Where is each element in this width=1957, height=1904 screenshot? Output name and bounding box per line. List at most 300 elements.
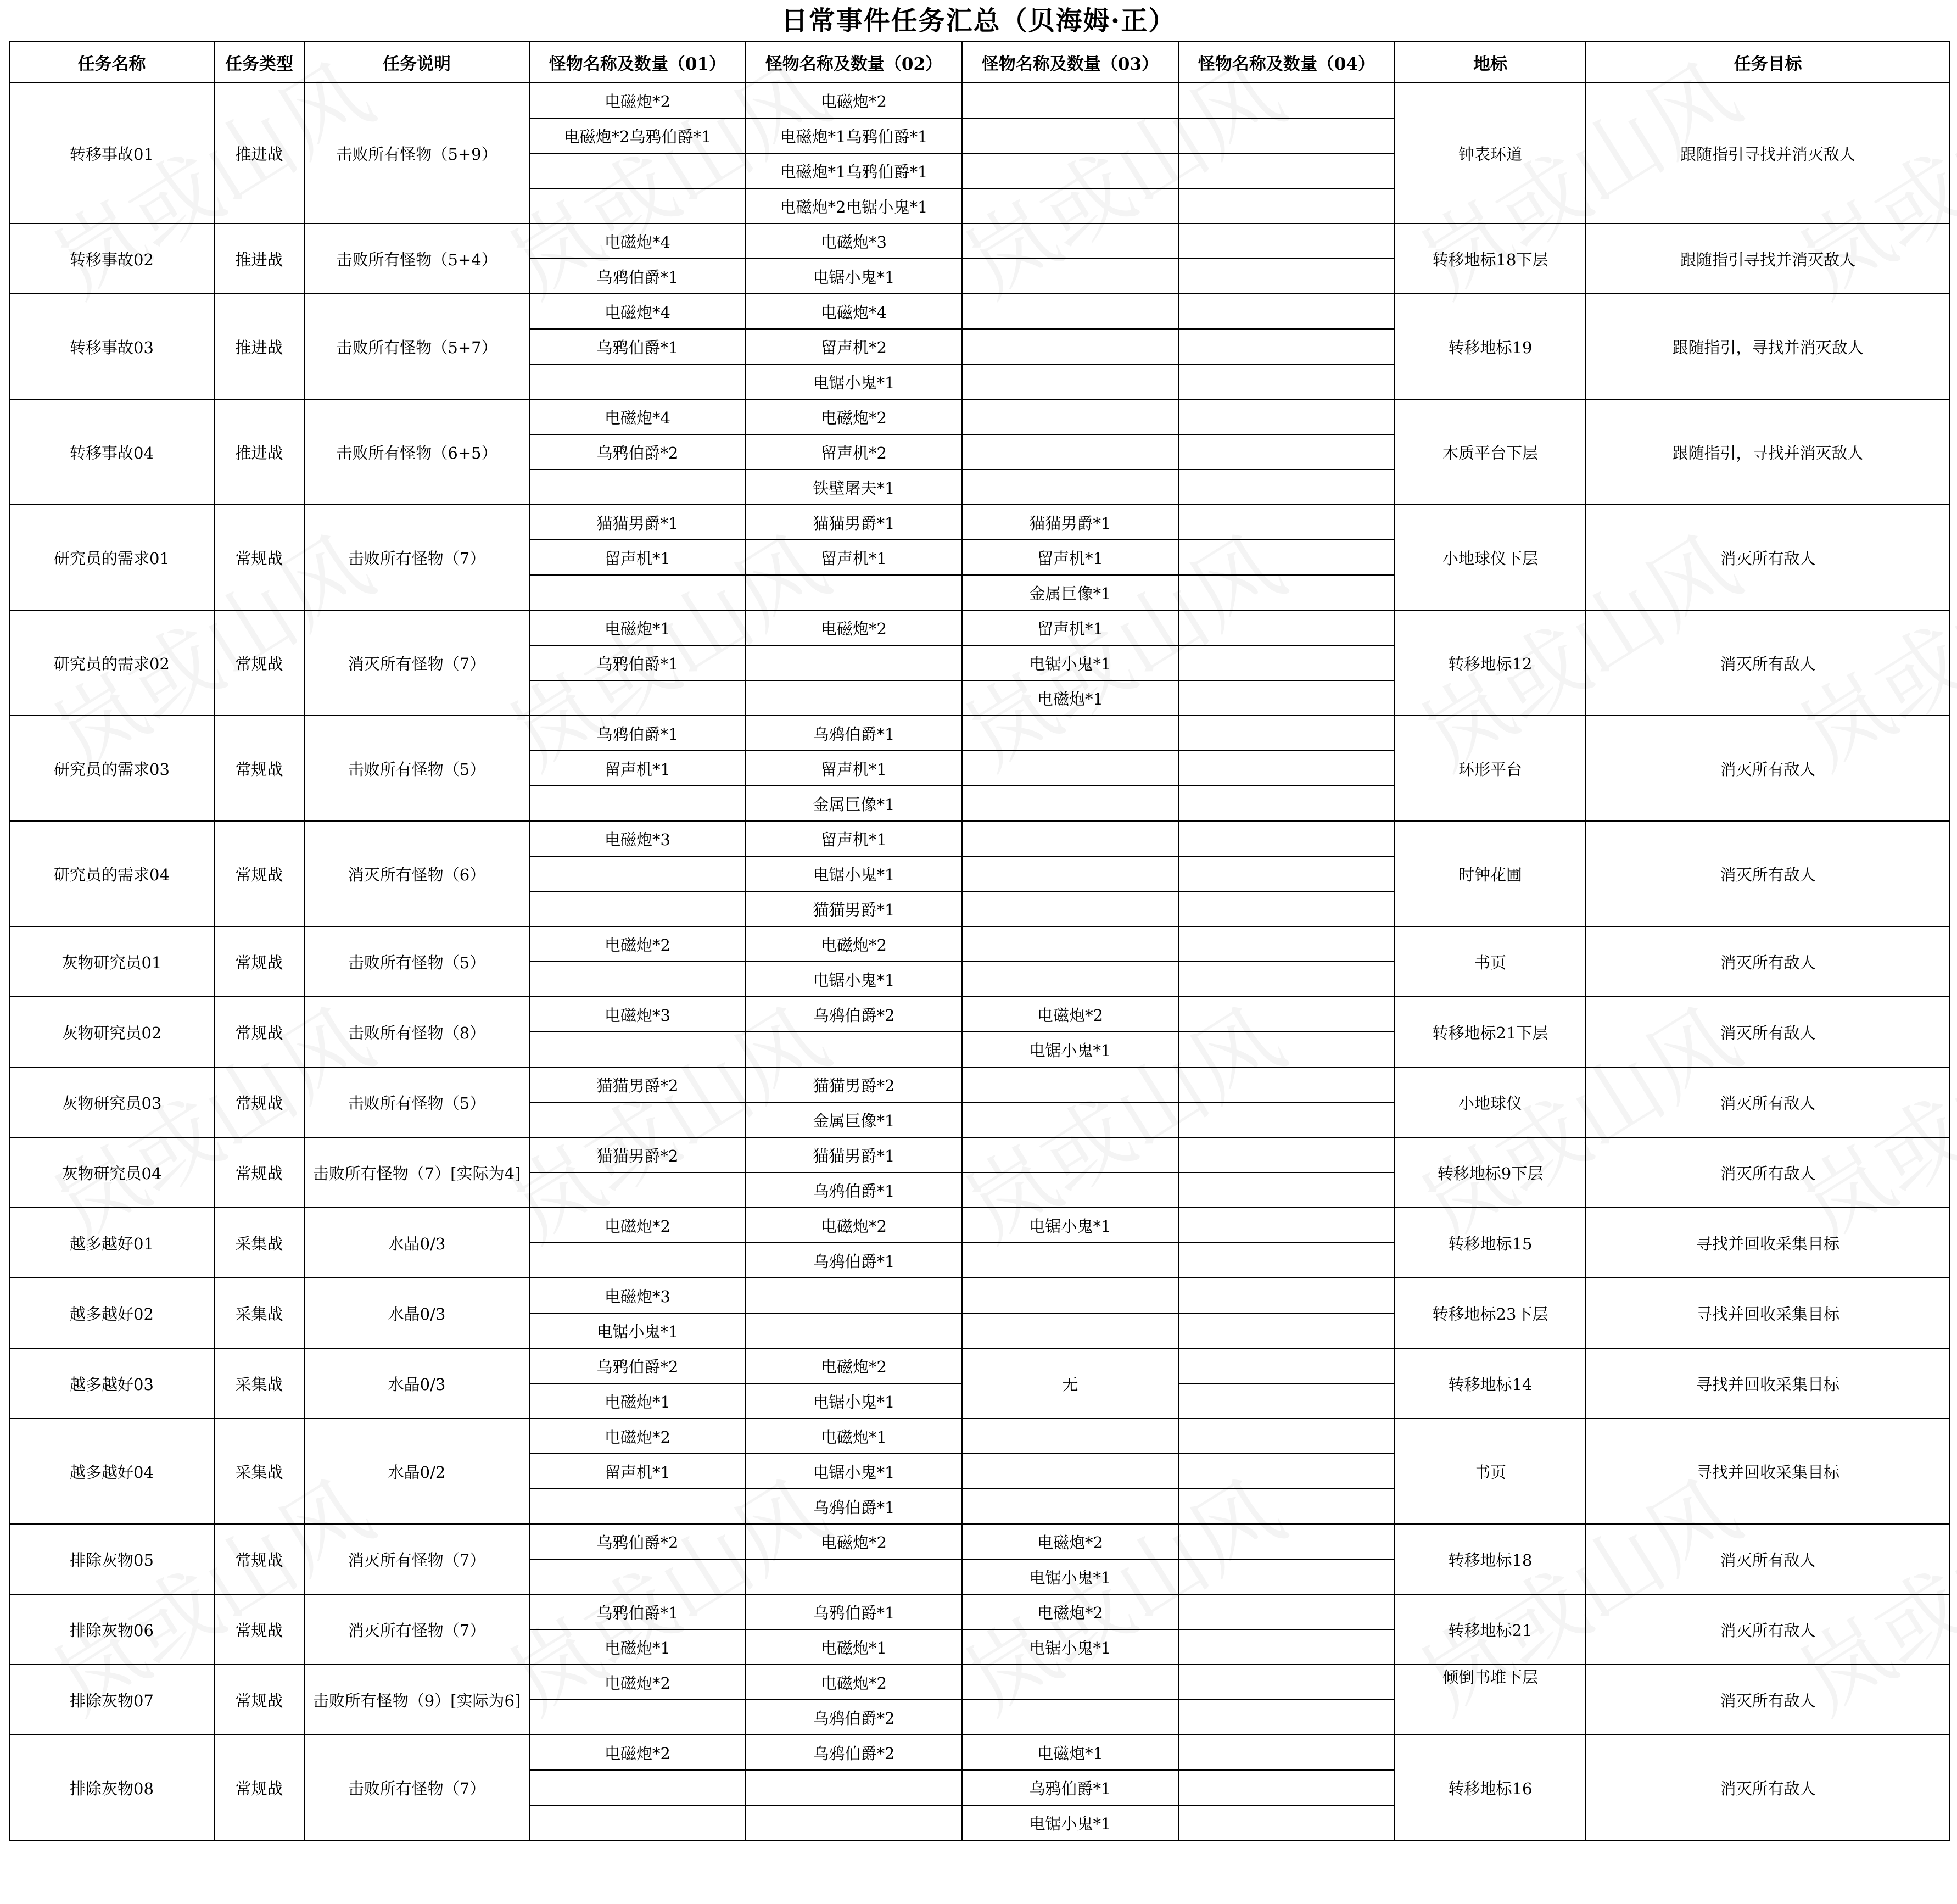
monster-cell-3: 猫猫男爵*1	[962, 505, 1178, 540]
monster-cell-1	[529, 153, 746, 188]
monster-cell-2: 乌鸦伯爵*2	[746, 1700, 962, 1735]
landmark-cell: 转移地标14	[1395, 1348, 1586, 1419]
monster-cell-4	[1178, 1172, 1395, 1208]
monster-cell-3	[962, 786, 1178, 821]
monster-cell-4	[1178, 434, 1395, 470]
monster-cell-1	[529, 786, 746, 821]
landmark-cell: 小地球仪下层	[1395, 505, 1586, 610]
monster-cell-1	[529, 1032, 746, 1067]
monster-cell-3	[962, 1172, 1178, 1208]
monster-cell-4	[1178, 1559, 1395, 1594]
table-row	[9, 997, 1950, 1032]
landmark-cell: 转移地标18	[1395, 1524, 1586, 1594]
monster-cell-1	[529, 891, 746, 926]
goal-cell: 寻找并回收采集目标	[1586, 1419, 1950, 1524]
monster-cell-4	[1178, 716, 1395, 751]
monster-cell-3	[962, 1313, 1178, 1348]
monster-cell-1: 电磁炮*1	[529, 1629, 746, 1665]
task-type-cell: 常规战	[214, 505, 304, 610]
monster-cell-2	[746, 1805, 962, 1840]
monster-cell-2: 电磁炮*2	[746, 1524, 962, 1559]
task-desc-cell: 击败所有怪物（5+9）	[304, 83, 529, 224]
goal-cell: 消灭所有敌人	[1586, 1524, 1950, 1594]
task-name-cell: 转移事故01	[9, 83, 214, 224]
monster-cell-2: 电磁炮*4	[746, 294, 962, 329]
monster-cell-1	[529, 1489, 746, 1524]
monster-cell-3	[962, 224, 1178, 259]
table-row	[9, 926, 1950, 962]
table-row	[9, 399, 1950, 434]
goal-cell: 跟随指引寻找并消灭敌人	[1586, 224, 1950, 294]
monster-cell-1: 电磁炮*2	[529, 1665, 746, 1700]
monster-cell-4	[1178, 294, 1395, 329]
monster-cell-2: 乌鸦伯爵*2	[746, 1735, 962, 1770]
monster-cell-3	[962, 1419, 1178, 1454]
monster-cell-4	[1178, 891, 1395, 926]
landmark-cell: 书页	[1395, 926, 1586, 997]
monster-cell-3	[962, 891, 1178, 926]
monster-cell-3: 电磁炮*1	[962, 1735, 1178, 1770]
goal-cell: 消灭所有敌人	[1586, 505, 1950, 610]
header-monster-01: 怪物名称及数量（01）	[529, 41, 746, 83]
monster-cell-2: 电磁炮*2	[746, 399, 962, 434]
landmark-cell: 转移地标9下层	[1395, 1137, 1586, 1208]
task-type-cell: 采集战	[214, 1208, 304, 1278]
monster-cell-3: 留声机*1	[962, 540, 1178, 575]
task-type-cell: 采集战	[214, 1419, 304, 1524]
monster-cell-4	[1178, 259, 1395, 294]
table-row	[9, 1524, 1950, 1559]
monster-cell-1	[529, 1102, 746, 1137]
monster-cell-4	[1178, 926, 1395, 962]
monster-cell-2: 留声机*2	[746, 434, 962, 470]
task-desc-cell: 击败所有怪物（5）	[304, 926, 529, 997]
monster-cell-3: 电锯小鬼*1	[962, 1805, 1178, 1840]
monster-cell-2	[746, 1032, 962, 1067]
monster-cell-2: 猫猫男爵*1	[746, 1137, 962, 1172]
task-type-cell: 常规战	[214, 716, 304, 821]
header-task-desc: 任务说明	[304, 41, 529, 83]
monster-cell-1: 电锯小鬼*1	[529, 1313, 746, 1348]
landmark-cell: 转移地标18下层	[1395, 224, 1586, 294]
goal-cell: 消灭所有敌人	[1586, 997, 1950, 1067]
monster-cell-3	[962, 856, 1178, 891]
monster-cell-4	[1178, 751, 1395, 786]
monster-cell-2	[746, 1559, 962, 1594]
task-desc-cell: 击败所有怪物（5）	[304, 1067, 529, 1137]
monster-cell-1	[529, 470, 746, 505]
monster-cell-2: 电锯小鬼*1	[746, 259, 962, 294]
monster-cell-4	[1178, 188, 1395, 224]
monster-cell-2: 乌鸦伯爵*1	[746, 1243, 962, 1278]
table-row	[9, 1665, 1950, 1700]
monster-cell-2	[746, 1278, 962, 1313]
header-monster-04: 怪物名称及数量（04）	[1178, 41, 1395, 83]
monster-cell-3	[962, 1067, 1178, 1102]
task-type-cell: 常规战	[214, 1524, 304, 1594]
task-desc-cell: 水晶0/3	[304, 1208, 529, 1278]
monster-cell-3	[962, 364, 1178, 399]
monster-cell-4	[1178, 1243, 1395, 1278]
monster-cell-4	[1178, 1137, 1395, 1172]
monster-cell-1: 电磁炮*2乌鸦伯爵*1	[529, 118, 746, 153]
landmark-cell: 转移地标15	[1395, 1208, 1586, 1278]
monster-cell-4	[1178, 505, 1395, 540]
monster-cell-4	[1178, 1700, 1395, 1735]
monster-cell-3	[962, 1278, 1178, 1313]
monster-cell-3: 电锯小鬼*1	[962, 1208, 1178, 1243]
task-desc-cell: 水晶0/3	[304, 1278, 529, 1348]
table-row	[9, 1348, 1950, 1383]
task-desc-cell: 击败所有怪物（7）[实际为4]	[304, 1137, 529, 1208]
monster-cell-2: 电磁炮*1乌鸦伯爵*1	[746, 153, 962, 188]
monster-cell-1: 猫猫男爵*2	[529, 1067, 746, 1102]
monster-cell-4	[1178, 1067, 1395, 1102]
landmark-cell: 转移地标21下层	[1395, 997, 1586, 1067]
monster-cell-3	[962, 716, 1178, 751]
header-monster-03: 怪物名称及数量（03）	[962, 41, 1178, 83]
task-type-cell: 常规战	[214, 1137, 304, 1208]
header-monster-02: 怪物名称及数量（02）	[746, 41, 962, 83]
monster-cell-2: 电磁炮*2	[746, 1348, 962, 1383]
landmark-cell: 小地球仪	[1395, 1067, 1586, 1137]
task-desc-cell: 水晶0/2	[304, 1419, 529, 1524]
monster-cell-4	[1178, 1594, 1395, 1629]
monster-cell-3: 电磁炮*1	[962, 680, 1178, 716]
monster-cell-1: 电磁炮*2	[529, 926, 746, 962]
task-desc-cell: 击败所有怪物（7）	[304, 505, 529, 610]
task-name-cell: 转移事故04	[9, 399, 214, 505]
monster-cell-1	[529, 1700, 746, 1735]
sheet-title: 日常事件任务汇总（贝海姆·正）	[781, 5, 1176, 36]
landmark-cell: 转移地标19	[1395, 294, 1586, 399]
monster-cell-2: 电磁炮*3	[746, 224, 962, 259]
monster-cell-3	[962, 399, 1178, 434]
monster-cell-2: 电磁炮*1	[746, 1419, 962, 1454]
monster-cell-2: 电锯小鬼*1	[746, 1383, 962, 1419]
task-name-cell: 越多越好04	[9, 1419, 214, 1524]
task-name-cell: 研究员的需求04	[9, 821, 214, 926]
monster-cell-2: 电磁炮*1	[746, 1629, 962, 1665]
task-name-cell: 灰物研究员03	[9, 1067, 214, 1137]
task-name-cell: 排除灰物06	[9, 1594, 214, 1665]
monster-cell-2: 电锯小鬼*1	[746, 1454, 962, 1489]
monster-cell-1: 乌鸦伯爵*1	[529, 259, 746, 294]
monster-cell-2: 电磁炮*2	[746, 926, 962, 962]
task-type-cell: 推进战	[214, 224, 304, 294]
monster-cell-2: 电磁炮*2	[746, 83, 962, 118]
monster-cell-1: 电磁炮*2	[529, 1208, 746, 1243]
task-type-cell: 常规战	[214, 1735, 304, 1840]
monster-cell-1	[529, 364, 746, 399]
task-body	[9, 83, 1950, 1840]
task-type-cell: 常规战	[214, 610, 304, 716]
task-type-cell: 推进战	[214, 294, 304, 399]
monster-cell-3: 乌鸦伯爵*1	[962, 1770, 1178, 1805]
monster-cell-4	[1178, 224, 1395, 259]
monster-cell-1	[529, 962, 746, 997]
monster-cell-2: 乌鸦伯爵*2	[746, 997, 962, 1032]
goal-cell: 消灭所有敌人	[1586, 1067, 1950, 1137]
monster-cell-2: 电磁炮*2	[746, 1665, 962, 1700]
monster-cell-4	[1178, 680, 1395, 716]
landmark-cell: 转移地标12	[1395, 610, 1586, 716]
task-name-cell: 研究员的需求02	[9, 610, 214, 716]
monster-cell-1: 电磁炮*4	[529, 224, 746, 259]
goal-cell: 消灭所有敌人	[1586, 821, 1950, 926]
table-row	[9, 83, 1950, 118]
task-desc-cell: 击败所有怪物（8）	[304, 997, 529, 1067]
monster-cell-2	[746, 645, 962, 680]
monster-cell-4	[1178, 645, 1395, 680]
monster-cell-2: 乌鸦伯爵*1	[746, 1172, 962, 1208]
task-type-cell: 推进战	[214, 399, 304, 505]
monster-cell-4	[1178, 575, 1395, 610]
monster-cell-4	[1178, 83, 1395, 118]
monster-cell-3	[962, 294, 1178, 329]
monster-cell-3	[962, 259, 1178, 294]
monster-cell-2: 猫猫男爵*1	[746, 505, 962, 540]
monster-cell-3	[962, 962, 1178, 997]
monster-cell-1: 电磁炮*2	[529, 1419, 746, 1454]
monster-cell-4	[1178, 1770, 1395, 1805]
monster-cell-3: 金属巨像*1	[962, 575, 1178, 610]
table-row	[9, 1594, 1950, 1629]
monster-cell-3	[962, 926, 1178, 962]
monster-cell-2	[746, 1770, 962, 1805]
table-row	[9, 610, 1950, 645]
task-type-cell: 常规战	[214, 926, 304, 997]
monster-cell-4	[1178, 962, 1395, 997]
landmark-cell: 转移地标21	[1395, 1594, 1586, 1665]
monster-cell-3: 电磁炮*2	[962, 1524, 1178, 1559]
monster-cell-1: 留声机*1	[529, 540, 746, 575]
monster-cell-2: 金属巨像*1	[746, 786, 962, 821]
monster-cell-2	[746, 575, 962, 610]
monster-cell-1: 猫猫男爵*1	[529, 505, 746, 540]
landmark-cell: 转移地标16	[1395, 1735, 1586, 1840]
monster-cell-2: 电磁炮*1乌鸦伯爵*1	[746, 118, 962, 153]
goal-cell: 寻找并回收采集目标	[1586, 1348, 1950, 1419]
task-desc-cell: 击败所有怪物（5+7）	[304, 294, 529, 399]
monster-cell-1: 电磁炮*3	[529, 821, 746, 856]
goal-cell: 消灭所有敌人	[1586, 1665, 1950, 1735]
monster-cell-4	[1178, 1524, 1395, 1559]
task-name-cell: 研究员的需求01	[9, 505, 214, 610]
landmark-cell: 环形平台	[1395, 716, 1586, 821]
task-type-cell: 常规战	[214, 997, 304, 1067]
monster-cell-4	[1178, 1383, 1395, 1419]
monster-cell-4	[1178, 856, 1395, 891]
monster-cell-4	[1178, 1489, 1395, 1524]
task-name-cell: 灰物研究员01	[9, 926, 214, 997]
monster-cell-3	[962, 1489, 1178, 1524]
task-type-cell: 采集战	[214, 1348, 304, 1419]
monster-cell-3: 电磁炮*2	[962, 1594, 1178, 1629]
monster-cell-1: 电磁炮*4	[529, 294, 746, 329]
monster-cell-4	[1178, 540, 1395, 575]
goal-cell: 消灭所有敌人	[1586, 1137, 1950, 1208]
goal-cell: 寻找并回收采集目标	[1586, 1208, 1950, 1278]
monster-cell-3	[962, 1102, 1178, 1137]
monster-cell-2: 电锯小鬼*1	[746, 856, 962, 891]
monster-cell-4	[1178, 153, 1395, 188]
task-type-cell: 常规战	[214, 1067, 304, 1137]
task-table	[9, 41, 1950, 1841]
monster-cell-3	[962, 83, 1178, 118]
task-desc-cell: 消灭所有怪物（7）	[304, 1594, 529, 1665]
task-name-cell: 排除灰物08	[9, 1735, 214, 1840]
goal-cell: 消灭所有敌人	[1586, 1735, 1950, 1840]
monster-cell-1: 乌鸦伯爵*1	[529, 329, 746, 364]
task-name-cell: 排除灰物07	[9, 1665, 214, 1735]
monster-cell-4	[1178, 1032, 1395, 1067]
table-row	[9, 1735, 1950, 1770]
monster-cell-3	[962, 329, 1178, 364]
monster-cell-2	[746, 680, 962, 716]
monster-cell-4	[1178, 470, 1395, 505]
task-type-cell: 推进战	[214, 83, 304, 224]
monster-cell-4	[1178, 1454, 1395, 1489]
header-landmark: 地标	[1395, 41, 1586, 83]
table-row	[9, 294, 1950, 329]
monster-cell-4	[1178, 1278, 1395, 1313]
header-task-name: 任务名称	[9, 41, 214, 83]
monster-cell-3: 无	[962, 1348, 1178, 1419]
monster-cell-4	[1178, 1313, 1395, 1348]
table-row	[9, 505, 1950, 540]
monster-cell-1: 电磁炮*1	[529, 610, 746, 645]
header-goal: 任务目标	[1586, 41, 1950, 83]
monster-cell-4	[1178, 1419, 1395, 1454]
monster-cell-2: 电磁炮*2	[746, 1208, 962, 1243]
monster-cell-2: 电磁炮*2	[746, 610, 962, 645]
task-name-cell: 研究员的需求03	[9, 716, 214, 821]
goal-cell: 消灭所有敌人	[1586, 926, 1950, 997]
monster-cell-4	[1178, 364, 1395, 399]
task-desc-cell: 消灭所有怪物（7）	[304, 610, 529, 716]
task-desc-cell: 消灭所有怪物（6）	[304, 821, 529, 926]
monster-cell-3: 电锯小鬼*1	[962, 1032, 1178, 1067]
task-desc-cell: 水晶0/3	[304, 1348, 529, 1419]
monster-cell-1: 乌鸦伯爵*2	[529, 1348, 746, 1383]
monster-cell-4	[1178, 821, 1395, 856]
monster-cell-3	[962, 1137, 1178, 1172]
task-desc-cell: 消灭所有怪物（7）	[304, 1524, 529, 1594]
table-row	[9, 821, 1950, 856]
task-type-cell: 采集战	[214, 1278, 304, 1348]
monster-cell-4	[1178, 1348, 1395, 1383]
landmark-cell: 倾倒书堆下层	[1395, 1665, 1586, 1735]
monster-cell-4	[1178, 786, 1395, 821]
task-name-cell: 转移事故02	[9, 224, 214, 294]
monster-cell-1	[529, 856, 746, 891]
monster-cell-1: 乌鸦伯爵*1	[529, 716, 746, 751]
monster-cell-2: 电锯小鬼*1	[746, 962, 962, 997]
monster-cell-4	[1178, 399, 1395, 434]
table-row	[9, 1067, 1950, 1102]
monster-cell-3	[962, 751, 1178, 786]
monster-cell-4	[1178, 1735, 1395, 1770]
monster-cell-1: 乌鸦伯爵*1	[529, 1594, 746, 1629]
monster-cell-1	[529, 575, 746, 610]
landmark-cell: 时钟花圃	[1395, 821, 1586, 926]
monster-cell-2: 留声机*1	[746, 540, 962, 575]
monster-cell-2: 乌鸦伯爵*1	[746, 1489, 962, 1524]
landmark-cell: 木质平台下层	[1395, 399, 1586, 505]
header-row	[9, 41, 1950, 83]
monster-cell-3	[962, 470, 1178, 505]
monster-cell-4	[1178, 1102, 1395, 1137]
monster-cell-2: 电锯小鬼*1	[746, 364, 962, 399]
table-row	[9, 224, 1950, 259]
task-type-cell: 常规战	[214, 1665, 304, 1735]
monster-cell-3	[962, 434, 1178, 470]
monster-cell-3: 电锯小鬼*1	[962, 1629, 1178, 1665]
task-desc-cell: 击败所有怪物（5）	[304, 716, 529, 821]
monster-cell-1: 电磁炮*3	[529, 1278, 746, 1313]
monster-cell-1	[529, 1172, 746, 1208]
task-name-cell: 越多越好01	[9, 1208, 214, 1278]
landmark-cell: 钟表环道	[1395, 83, 1586, 224]
monster-cell-1	[529, 1805, 746, 1840]
monster-cell-1	[529, 1243, 746, 1278]
monster-cell-3: 电锯小鬼*1	[962, 1559, 1178, 1594]
task-desc-cell: 击败所有怪物（9）[实际为6]	[304, 1665, 529, 1735]
monster-cell-3	[962, 153, 1178, 188]
goal-cell: 跟随指引，寻找并消灭敌人	[1586, 294, 1950, 399]
task-type-cell: 常规战	[214, 821, 304, 926]
table-row	[9, 716, 1950, 751]
table-row	[9, 1419, 1950, 1454]
monster-cell-3	[962, 1243, 1178, 1278]
monster-cell-1: 电磁炮*4	[529, 399, 746, 434]
monster-cell-2: 电磁炮*2电锯小鬼*1	[746, 188, 962, 224]
monster-cell-2: 留声机*1	[746, 821, 962, 856]
task-type-cell: 常规战	[214, 1594, 304, 1665]
task-name-cell: 灰物研究员02	[9, 997, 214, 1067]
task-name-cell: 转移事故03	[9, 294, 214, 399]
monster-cell-4	[1178, 1805, 1395, 1840]
monster-cell-3	[962, 821, 1178, 856]
monster-cell-1: 电磁炮*1	[529, 1383, 746, 1419]
monster-cell-1: 电磁炮*2	[529, 83, 746, 118]
monster-cell-4	[1178, 1208, 1395, 1243]
goal-cell: 跟随指引，寻找并消灭敌人	[1586, 399, 1950, 505]
task-desc-cell: 击败所有怪物（7）	[304, 1735, 529, 1840]
monster-cell-3	[962, 1454, 1178, 1489]
task-name-cell: 越多越好03	[9, 1348, 214, 1419]
goal-cell: 寻找并回收采集目标	[1586, 1278, 1950, 1348]
goal-cell: 消灭所有敌人	[1586, 716, 1950, 821]
goal-cell: 消灭所有敌人	[1586, 1594, 1950, 1665]
monster-cell-1: 留声机*1	[529, 751, 746, 786]
task-desc-cell: 击败所有怪物（5+4）	[304, 224, 529, 294]
monster-cell-4	[1178, 118, 1395, 153]
monster-cell-1: 乌鸦伯爵*2	[529, 1524, 746, 1559]
monster-cell-3	[962, 1700, 1178, 1735]
monster-cell-1: 电磁炮*3	[529, 997, 746, 1032]
monster-cell-4	[1178, 1665, 1395, 1700]
landmark-cell: 书页	[1395, 1419, 1586, 1524]
table-row	[9, 1137, 1950, 1172]
task-name-cell: 灰物研究员04	[9, 1137, 214, 1208]
monster-cell-1: 留声机*1	[529, 1454, 746, 1489]
table-row	[9, 1278, 1950, 1313]
monster-cell-1	[529, 680, 746, 716]
monster-cell-3	[962, 1665, 1178, 1700]
monster-cell-4	[1178, 997, 1395, 1032]
